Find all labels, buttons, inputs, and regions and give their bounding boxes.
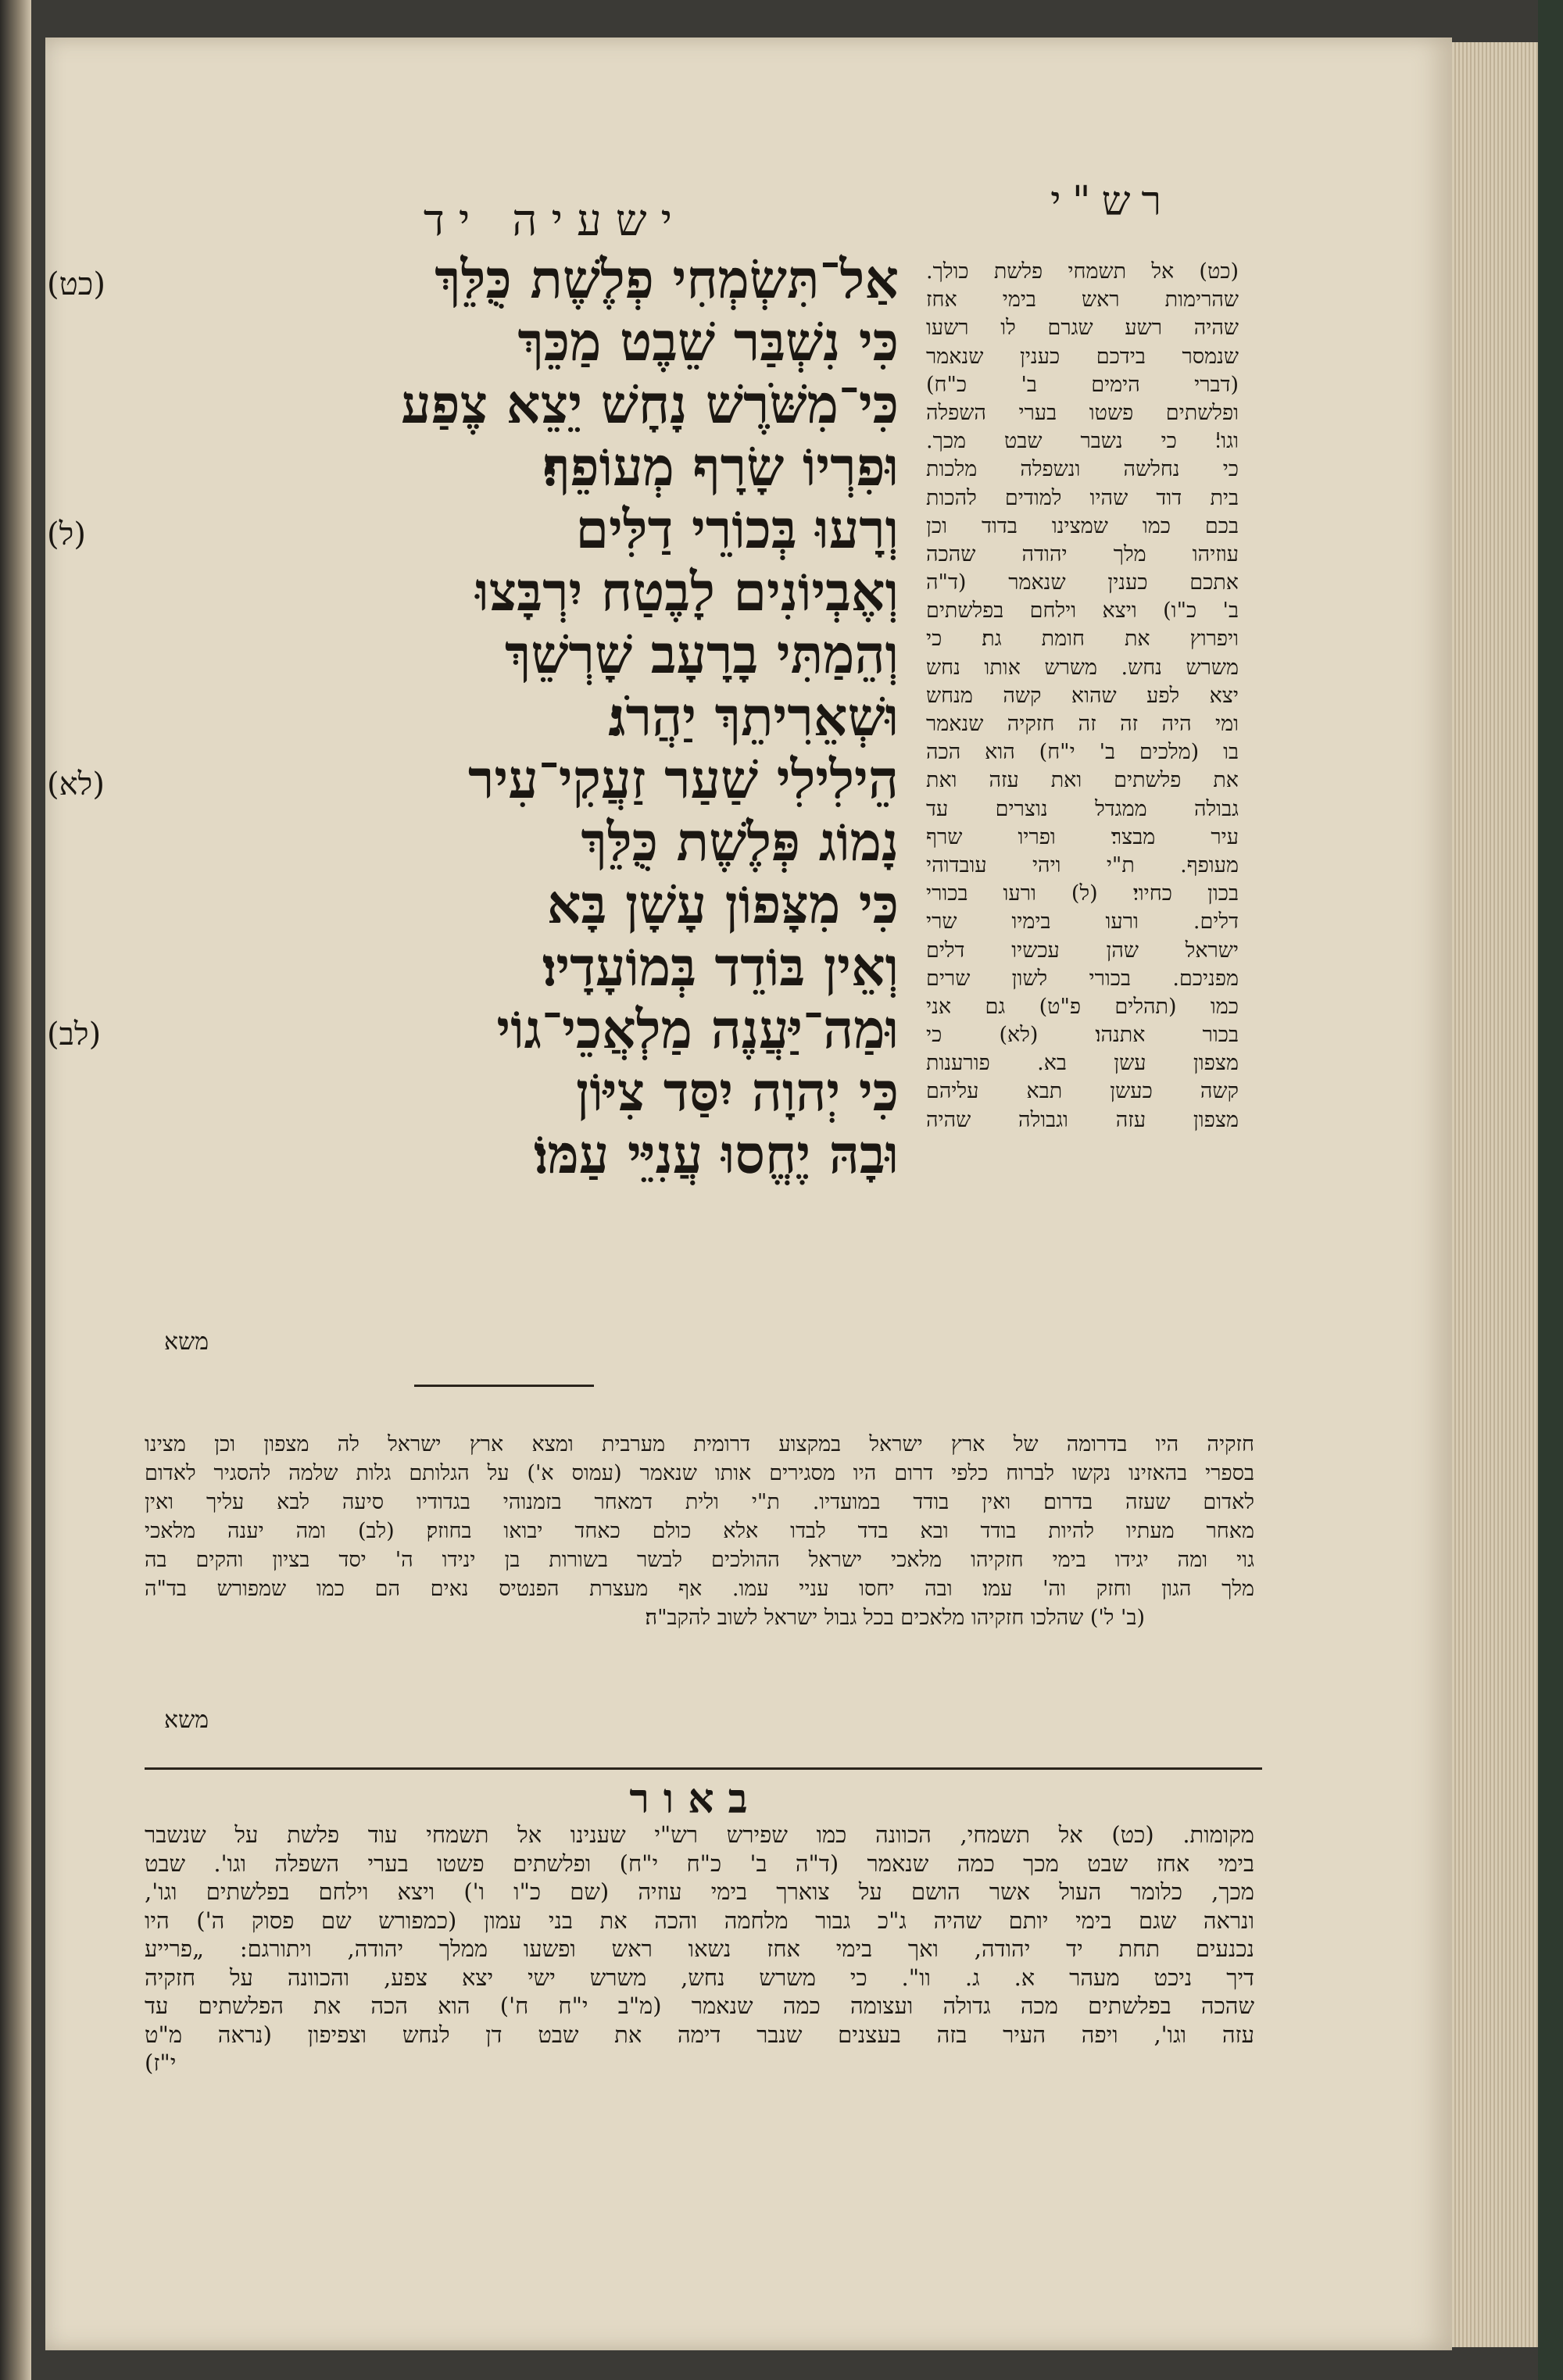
rashi-line: בספרי בהאזינו נקשו לברוח כלפי דרום היו מסגירים אותו שנאמר (עמוס א') על הגלותם גלות שלמה להסגיר לאדום — [145, 1461, 1254, 1485]
rashi-line: כמו (תהלים פ"ט) גם אני — [926, 994, 1239, 1019]
rashi-header: רש"י — [1050, 178, 1172, 225]
verse-number: (לב) — [47, 1017, 102, 1052]
rashi-line: גבולה ממגדל נוצרים עד — [926, 796, 1239, 821]
verse-line — [195, 624, 899, 686]
biur-line: מקומות. (כט) אל תשמחי, הכוונה כמו שפירש רש"י שענינו אל תשמחי עוד פלשת על שנשבר — [145, 1821, 1254, 1848]
verse-text: כִּי נִשְׁבַּר שֵׁבֶט מַכֵּךְ — [517, 311, 899, 373]
rashi-line: בכון כחיוי׃ (ל) ורעו בכורי — [926, 881, 1239, 906]
rashi-line: עיר מבצר׃ ופריו שרף — [926, 824, 1239, 849]
biur-line: נכנעים תחת יד יהודה, ואך בימי אחז נשאו ראש ופשעו ממלך יהודה, ויתורגם: „פרייע — [145, 1935, 1254, 1962]
rashi-line: ב' כ"ו) ויצא וילחם בפלשתים — [926, 599, 1239, 624]
verse-line — [47, 999, 899, 1061]
section-divider — [414, 1385, 594, 1387]
rashi-line: ומי היה זה זה חזקיה שנאמר — [926, 712, 1239, 736]
verse-number: (ל) — [47, 516, 86, 552]
verse-line — [47, 749, 899, 811]
rashi-line: (ב' ל') שהלכו חזקיהו מלאכים בכל גבול ישראל לשוב להקב"ה׃ — [645, 1606, 1145, 1630]
biur-commentary — [145, 1821, 1254, 2078]
verse-text: נָמוֹג פְּלֶשֶׁת כֻּלֵּךְ — [581, 811, 899, 874]
catchword: משא — [164, 1706, 209, 1734]
verse-line — [195, 1124, 899, 1186]
biur-line: י"ז) — [145, 2049, 177, 2076]
verse-line — [195, 373, 899, 436]
rashi-line: מפניכם. בכורי לשון שרים — [926, 966, 1239, 991]
rashi-line: שנמסר בידכם כענין שנאמר — [926, 344, 1239, 369]
rashi-line: יצא לפע שהוא קשה מנחש — [926, 683, 1239, 708]
rashi-line: בכם כמו שמצינו בדוד וכן — [926, 513, 1239, 538]
verse-number: (כט) — [47, 266, 106, 302]
biur-line: עזה וגו', ויפה העיר בזה בעצנים שנבר דימה את שבט דן לנחש וצפיפון (נראה מ"ט — [145, 2021, 1254, 2048]
rashi-line: בו (מלכים ב' י"ח) הוא הכה — [926, 740, 1239, 765]
verse-text: וּפִרְיוֹ שָׂרָף מְעוֹפֵף׃ — [542, 436, 899, 499]
verse-line — [195, 561, 899, 624]
rashi-line: מצפון עשן בא. פורענות — [926, 1051, 1239, 1076]
verse-line — [195, 1061, 899, 1124]
verse-line — [47, 499, 899, 561]
rashi-line: מצפון עזה וגבולה שהיה — [926, 1107, 1239, 1132]
rashi-line: מלך הגון וחזק וה' עמו׃ ובה יחסו עניי עמו. אף מעצרת הפנטיס נאים הם כמו שמפורש בד"ה — [145, 1577, 1254, 1601]
rashi-commentary-column — [926, 258, 1239, 1135]
rashi-line: משרש נחש. משרש אותו נחש — [926, 655, 1239, 680]
verse-line — [47, 248, 899, 311]
rashi-line: דלים. ורעו בימיו שרי — [926, 909, 1239, 934]
rashi-line: מעופף. ת"י ויהי עובדוהי — [926, 852, 1239, 877]
verse-text: כִּי־מִשֹּׁרֶשׁ נָחָשׁ יֵצֵא צֶפַע — [401, 373, 899, 436]
rashi-commentary-continuation — [145, 1430, 1254, 1632]
rashi-line: ופלשתים פשטו בערי השפלה — [926, 400, 1239, 425]
verse-text: כִּי יְהוָה יִסַּד צִיּוֹן — [576, 1061, 899, 1124]
rashi-line: שהרימות ראש בימי אחז — [926, 288, 1239, 313]
biur-line: ונראה שגם בימי יותם שהיה ג"כ גבור מלחמה והכה את בני עמון (כמפורש שם פסוק ה') היו — [145, 1907, 1254, 1934]
verse-text: אַל־תִּשְׂמְחִי פְלֶשֶׁת כֻּלֵּךְ — [435, 248, 899, 311]
verse-text: וְאֶבְיוֹנִים לָבֶטַח יִרְבָּצוּ — [475, 561, 899, 624]
left-page-edge — [0, 0, 31, 2380]
rashi-line: (דברי הימים ב' כ"ח) — [926, 372, 1239, 397]
rashi-line: ויפרוץ את חומת גת׃ כי — [926, 627, 1239, 652]
catchword: משא — [164, 1328, 209, 1356]
verse-line — [195, 436, 899, 499]
rashi-line: שהיה רשע שגרם לו רשעו — [926, 316, 1239, 341]
isaiah-header: ישעיה יד — [423, 195, 687, 246]
biur-title: באור — [629, 1775, 762, 1823]
rashi-line: בכור אתנהו׃ (לא) כי — [926, 1023, 1239, 1048]
rashi-line: עוזיהו מלך יהודה שהכה — [926, 541, 1239, 566]
verse-number: (לא) — [47, 767, 105, 802]
verse-text: וְרָעוּ בְּכוֹרֵי דַלִּים — [575, 499, 899, 561]
rashi-line: גוי ומה יגידו בימי חזקיהו מלאכי ישראל ההולכים לבשר בשורות בן ינידו ה' יסד בציון והקים בה — [145, 1548, 1254, 1572]
verse-text: הֵילִילִי שַׁעַר זַעֲקִי־עִיר — [467, 749, 899, 811]
verse-line — [195, 311, 899, 373]
rashi-line: בית דוד שהיו למודים להכות — [926, 485, 1239, 510]
rashi-line: כי נחלשה ונשפלה מלכות — [926, 457, 1239, 482]
rashi-line: אתכם כענין שנאמר (ד"ה — [926, 570, 1239, 595]
verse-text: וְאֵין בּוֹדֵד בְּמוֹעָדָיו׃ — [542, 936, 899, 999]
biur-line: שהכה בפלשתים מכה גדולה ועצומה כמה שנאמר (מ"ב י"ח ח') הוא הכה את הפלשתים עד — [145, 1992, 1254, 2019]
verse-text: וְהֵמַתִּי בָרָעָב שָׁרְשֵׁךְ — [505, 624, 899, 686]
rashi-line: ישראל שהן עכשיו דלים — [926, 938, 1239, 963]
rashi-line: (כט) אל תשמחי פלשת כולך. — [926, 259, 1239, 284]
verse-line — [195, 874, 899, 936]
verse-text: וּשְׁאֵרִיתֵךְ יַהֲרֹג׃ — [608, 686, 899, 749]
verse-line — [195, 686, 899, 749]
rashi-line: את פלשתים ואת עזה ואת — [926, 768, 1239, 793]
rashi-line: מאחר מעתיו להיות בודד ובא בדד לבדו אלא כולם כאחד יבואו בחוזק׃ (לב) ומה יענה מלאכי — [145, 1519, 1254, 1543]
verse-text: וּבָהּ יֶחֱסוּ עֲנִיֵּי עַמּוֹ׃ — [534, 1124, 899, 1186]
verse-line — [195, 811, 899, 874]
rashi-line: לאדום שעזה בדרום׃ ואין בודד במועדיו. ת"י ולית דמאחר בזמנוהי בגדודיו סיעה לבא עליך ואין — [145, 1490, 1254, 1514]
rashi-line: קשה כעשן תבא עליהם — [926, 1079, 1239, 1104]
rashi-line: וגו'׃ כי נשבר שבט מכך. — [926, 429, 1239, 454]
biur-line: דיך ניכט מעהר א. ג. וו". כי משרש נחש, משרש ישי יצא צפע, והכוונה על חזקיה — [145, 1964, 1254, 1991]
book-binding — [1538, 0, 1563, 2380]
biur-line: בימי אחז שבט מכך כמה שנאמר (ד"ה ב' כ"ח י"ח) ופלשתים פשטו בערי השפלה וגו'. שבט — [145, 1849, 1254, 1877]
verse-line — [195, 936, 899, 999]
biur-line: מכך, כלומר העול אשר הושם על צוארך בימי עוזיה (שם כ"ו ו') ויצא וילחם בפלשתים וגו', — [145, 1878, 1254, 1905]
scripture-verses — [47, 248, 899, 1186]
rashi-line: חזקיה היו בדרומה של ארץ ישראל במקצוע דרומית מערבית ומצא ארץ ישראל לה מצפון וכן מצינו — [145, 1432, 1254, 1456]
verse-text: כִּי מִצָּפוֹן עָשָׁן בָּא — [546, 874, 899, 936]
page-stack-edge — [1452, 42, 1538, 2347]
section-divider — [145, 1767, 1262, 1770]
verse-text: וּמַה־יַּעֲנֶה מַלְאֲכֵי־גוֹי — [496, 999, 899, 1061]
